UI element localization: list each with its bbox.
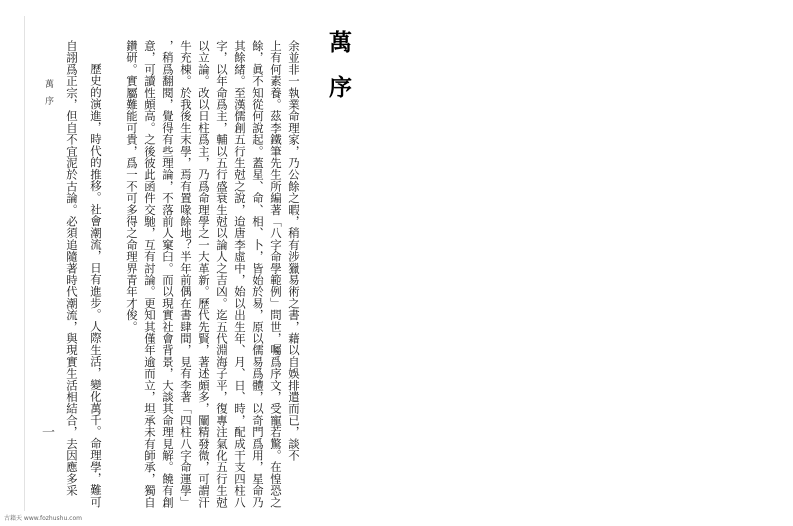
text-column: 意，可讀性頗高。之後彼此函件交馳，互有討論。更知其僅年逾而立，坦承未有師承，獨自	[143, 40, 157, 508]
text-column: 余並非一執業命理家，乃公餘之暇，稍有涉獵易術之書，藉以自娛排遣而已，談不	[287, 40, 301, 462]
text-column: 鑽研。實屬難能可貴，爲一不可多得之命理界青年才俊。	[125, 40, 139, 333]
text-column: 以立論。改以日柱爲主，乃爲命理學之一大革新。歷代先賢，著述頗多，闡精發微，可謂汗	[197, 40, 211, 508]
footer-watermark: 古籍天 www.fozhushu.com	[4, 515, 82, 522]
text-column: 牛充棟。於我後生末學，焉有置喙餘地？半年前偶在書肆間，見有李著「四柱八字命運學」	[179, 40, 193, 508]
preface-title: 萬序	[325, 30, 352, 120]
text-column: 歷史的演進，時代的推移。社會潮流，日有進步。人際生活，變化萬千。命理學，難可	[89, 63, 103, 508]
page-number: 一	[39, 425, 54, 438]
text-column: 餘，眞不知從何說起。蓋星、命、相、卜，皆始於易，原以儒易爲體，以奇門爲用，星命乃	[251, 40, 265, 508]
margin-section-label: 萬序	[43, 79, 53, 113]
text-column: 字，以年命爲主，輔以五行盛衰生尅以論人之吉凶。迄五代淵海子平，復專注氣化五行生尅	[215, 40, 229, 508]
gutter-line	[24, 16, 25, 511]
text-column: 其餘緒。至漢儒創五行生尅之說，迨唐李虛中，始以出生年、月、日、時，配成干支四柱八	[233, 40, 247, 508]
text-column: 上有何素養。茲李鐵筆先生所編著「八字命學範例」問世，囑爲序文，受寵若驚。在惶恐之	[269, 40, 283, 508]
text-column: ，稍爲翻閱，覺得有些理論，不落前人窠臼。而以現實社會背景，大談其命理見解。饒有創	[161, 40, 175, 508]
text-column: 自詡爲正宗，但自不宜泥於古論。必須追隨著時代潮流，與現實生活相結合，去因應多采	[65, 40, 79, 497]
